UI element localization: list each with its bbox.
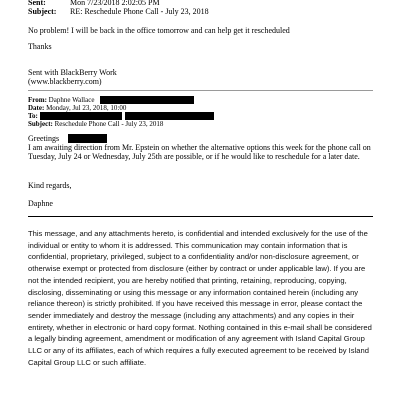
original-greeting: Greetings [28, 134, 60, 143]
original-to-row [28, 112, 38, 120]
original-subject-label: Subject: [28, 120, 53, 128]
original-paragraph: I am awaiting direction from Mr. Epstein on whether the alternative options this week for the phone call on Tuesday, July 24 or Wednesday, July 25th are possible, or if he would like to reschedule for a later date. [28, 143, 371, 161]
reply-signature-line1: Sent with BlackBerry Work [28, 68, 117, 77]
original-date-value: Monday, Jul 23, 2018, 10:00 [46, 104, 127, 112]
redaction-bar [40, 112, 122, 120]
original-subject-row [28, 120, 163, 128]
header-sent-label: Sent: [28, 0, 46, 7]
original-from-value: Daphne Wallace [48, 96, 95, 104]
original-date-label: Date: [28, 104, 45, 112]
redaction-bar [68, 134, 107, 143]
reply-body: No problem! I will be back in the office tomorrow and can help get it rescheduled [28, 26, 290, 35]
original-from-label: From: [28, 96, 47, 104]
original-signature-name: Daphne [28, 199, 53, 208]
confidentiality-disclaimer: This message, and any attachments hereto, is confidential and intended exclusively for the use of the individual or entity to whom it is addressed. This communication may contain information that is confidential, proprietary, privileged, subject to a confidentiality and/or non-disclosure agreement, or otherwise exempt or protected from disclosure (either by contract or under applicable law). If you are not the intended recipient, you are hereby notified that printing, retaining, reproducing, copying, disclosing, disseminating or using this message or any information contained herein (including any reliance thereon) is strictly prohibited. If you have received this message in error, please contact the sender immediately and destroy the message (including any attachments) and any copies in their entirety, whether in electronic or hard copy format. Nothing contained in this e-mail shall be considered a legally binding agreement, amendment or modification of any agreement with Island Capital Group LLC or any of its affiliates, each of which requires a fully executed agreement to be received by Island Capital Group LLC or such affiliate. [28, 229, 372, 367]
original-closing: Kind regards, [28, 181, 72, 190]
quote-divider [28, 90, 373, 91]
header-sent-value: Mon 7/23/2018 2:02:05 PM [70, 0, 160, 7]
header-subject-row [28, 7, 209, 16]
original-subject-value: Reschedule Phone Call - July 23, 2018 [54, 120, 164, 128]
reply-signature-line2: (www.blackberry.com) [28, 77, 102, 86]
header-sent-row [28, 0, 160, 7]
disclaimer-rule [28, 216, 373, 217]
redaction-bar [100, 96, 194, 104]
header-subject-label: Subject: [28, 7, 57, 16]
header-subject-value: RE: Reschedule Phone Call - July 23, 2018 [70, 7, 209, 16]
redaction-bar [125, 112, 214, 120]
original-from-row [28, 96, 94, 104]
original-date-row [28, 104, 126, 112]
reply-thanks: Thanks [28, 42, 52, 51]
original-to-label: To: [28, 112, 38, 120]
